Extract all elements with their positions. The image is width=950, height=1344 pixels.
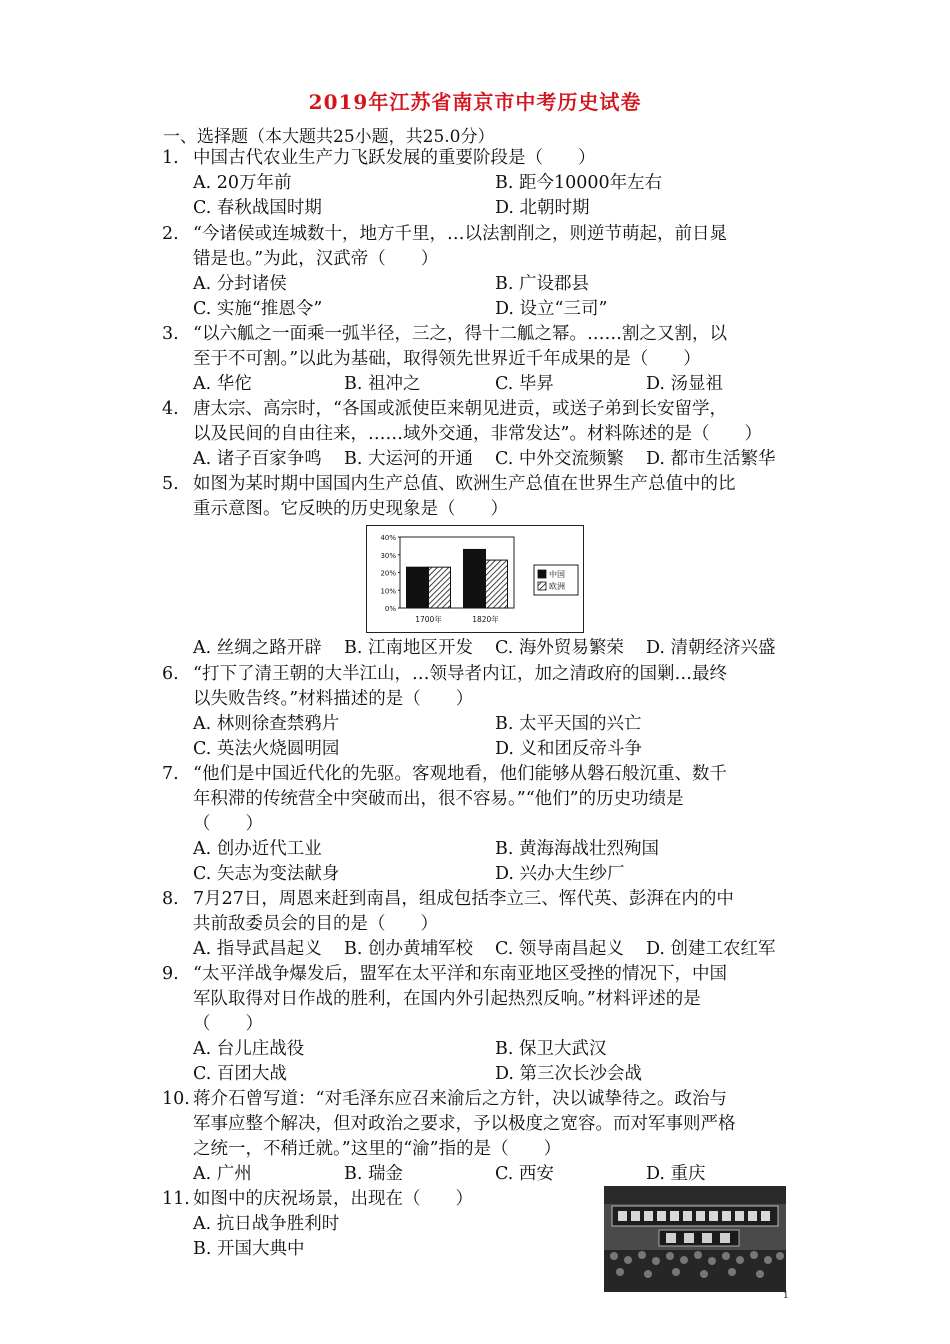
option-d: D. 清朝经济兴盛 — [646, 638, 776, 658]
question-stem: 共前敌委员会的目的是（ ） — [193, 914, 438, 934]
question-number: 5. — [162, 474, 179, 494]
option-d: D. 北朝时期 — [495, 198, 590, 218]
option-b: B. 广设郡县 — [495, 274, 589, 294]
option-a: A. 指导武昌起义 — [193, 939, 322, 959]
option-c: C. 毕昇 — [495, 374, 554, 394]
option-a: A. 创办近代工业 — [193, 839, 322, 859]
option-b: B. 创办黄埔军校 — [344, 939, 473, 959]
option-b: B. 祖冲之 — [344, 374, 421, 394]
question-stem: 中国古代农业生产力飞跃发展的重要阶段是（ ） — [193, 148, 596, 168]
question-stem: “他们是中国近代化的先驱。客观地看，他们能够从磐石般沉重、数千 — [193, 764, 727, 784]
question-number: 4. — [162, 399, 179, 419]
option-d: D. 设立“三司” — [495, 299, 608, 319]
bar-中国 — [464, 549, 486, 608]
option-c: C. 西安 — [495, 1164, 554, 1184]
question-number: 8. — [162, 889, 179, 909]
gdp-share-chart — [366, 525, 584, 633]
exam-title: 2019年江苏省南京市中考历史试卷 — [308, 90, 642, 114]
option-c: C. 春秋战国时期 — [193, 198, 322, 218]
bar-欧洲 — [486, 560, 508, 608]
question-stem: “打下了清王朝的大半江山，…领导者内讧，加之清政府的国剿…最终 — [193, 664, 727, 684]
question-number: 2. — [162, 224, 179, 244]
option-d: D. 兴办大生纱厂 — [495, 864, 625, 884]
question-number: 6. — [162, 664, 179, 684]
y-tick-label: 30% — [380, 551, 396, 560]
question-stem: 错是也。”为此，汉武帝（ ） — [193, 249, 439, 269]
question-stem: （ ） — [193, 1014, 263, 1034]
section-heading: 一、选择题（本大题共25小题，共25.0分） — [163, 127, 495, 147]
option-a: A. 台儿庄战役 — [193, 1039, 305, 1059]
question-stem: 重示意图。它反映的历史现象是（ ） — [193, 499, 508, 519]
option-a: A. 华佗 — [193, 374, 252, 394]
bar-欧洲 — [429, 567, 451, 608]
x-tick-label: 1700年 — [415, 615, 442, 624]
option-a: A. 诸子百家争鸣 — [193, 449, 322, 469]
y-tick-label: 10% — [380, 587, 396, 596]
question-stem: 军队取得对日作战的胜利，在国内外引起热烈反响。”材料评述的是 — [193, 989, 701, 1009]
legend-label: 欧洲 — [549, 582, 565, 591]
question-number: 3. — [162, 324, 179, 344]
option-b: B. 开国大典中 — [193, 1239, 305, 1259]
option-a: A. 广州 — [193, 1164, 252, 1184]
question-stem: 唐太宗、高宗时，“各国或派使臣来朝见进贡，或送子弟到长安留学， — [193, 399, 727, 419]
option-c: C. 实施“推恩令” — [193, 299, 323, 319]
question-stem: 以失败告终。”材料描述的是（ ） — [193, 689, 474, 709]
option-c: C. 领导南昌起义 — [495, 939, 624, 959]
question-number: 10. — [162, 1089, 190, 1109]
option-b: B. 江南地区开发 — [344, 638, 473, 658]
option-b: B. 太平天国的兴亡 — [495, 714, 642, 734]
question-stem: 7月27日，周恩来赶到南昌，组成包括李立三、恽代英、彭湃在内的中 — [193, 889, 734, 909]
question-stem: “以六觚之一面乘一弧半径，三之，得十二觚之幂。……割之又割，以 — [193, 324, 727, 344]
option-d: D. 第三次长沙会战 — [495, 1064, 643, 1084]
legend-swatch — [538, 570, 546, 578]
y-tick-label: 40% — [380, 534, 396, 542]
option-c: C. 百团大战 — [193, 1064, 287, 1084]
question-stem: 如图中的庆祝场景，出现在（ ） — [193, 1189, 473, 1209]
question-number: 7. — [162, 764, 179, 784]
question-stem: 以及民间的自由往来，……域外交通，非常发达”。材料陈述的是（ ） — [193, 424, 762, 444]
option-b: B. 黄海海战壮烈殉国 — [495, 839, 659, 859]
legend-label: 中国 — [549, 570, 565, 579]
option-b: B. 瑞金 — [344, 1164, 403, 1184]
celebration-photo — [604, 1186, 786, 1292]
option-a: A. 林则徐查禁鸦片 — [193, 714, 340, 734]
option-d: D. 重庆 — [646, 1164, 706, 1184]
option-c: C. 中外交流频繁 — [495, 449, 624, 469]
option-c: C. 矢志为变法献身 — [193, 864, 340, 884]
bar-中国 — [407, 567, 429, 608]
option-a: A. 丝绸之路开辟 — [193, 638, 322, 658]
option-d: D. 义和团反帝斗争 — [495, 739, 643, 759]
question-stem: 年积滞的传统营全中突破而出，很不容易。”“他们”的历史功绩是 — [193, 789, 684, 809]
option-d: D. 都市生活繁华 — [646, 449, 776, 469]
y-tick-label: 20% — [380, 569, 396, 578]
question-stem: （ ） — [193, 814, 263, 834]
x-tick-label: 1820年 — [472, 615, 499, 624]
question-stem: “太平洋战争爆发后，盟军在太平洋和东南亚地区受挫的情况下，中国 — [193, 964, 727, 984]
question-number: 1. — [162, 148, 179, 168]
option-b: B. 大运河的开通 — [344, 449, 473, 469]
option-c: C. 英法火烧圆明园 — [193, 739, 340, 759]
page-number: 1 — [783, 1291, 789, 1301]
option-a: A. 抗日战争胜利时 — [193, 1214, 340, 1234]
question-stem: “今诸侯或连城数十，地方千里，…以法割削之，则逆节萌起，前日晁 — [193, 224, 727, 244]
option-d: D. 汤显祖 — [646, 374, 724, 394]
option-b: B. 距今10000年左右 — [495, 173, 663, 193]
question-stem: 蒋介石曾写道：“对毛泽东应召来渝后之方针，决以诚挚待之。政治与 — [193, 1089, 727, 1109]
option-a: A. 分封诸侯 — [193, 274, 287, 294]
question-stem: 之统一，不稍迁就。”这里的“渝”指的是（ ） — [193, 1139, 562, 1159]
question-number: 11. — [162, 1189, 190, 1209]
option-c: C. 海外贸易繁荣 — [495, 638, 624, 658]
option-b: B. 保卫大武汉 — [495, 1039, 607, 1059]
question-stem: 至于不可割。”以此为基础，取得领先世界近千年成果的是（ ） — [193, 349, 701, 369]
legend-swatch — [538, 582, 546, 590]
question-stem: 军事应整个解决，但对政治之要求，予以极度之宽容。而对军事则严格 — [193, 1114, 736, 1134]
option-d: D. 创建工农红军 — [646, 939, 776, 959]
option-a: A. 20万年前 — [193, 173, 292, 193]
question-number: 9. — [162, 964, 179, 984]
y-tick-label: 0% — [384, 605, 396, 613]
question-stem: 如图为某时期中国国内生产总值、欧洲生产总值在世界生产总值中的比 — [193, 474, 736, 494]
